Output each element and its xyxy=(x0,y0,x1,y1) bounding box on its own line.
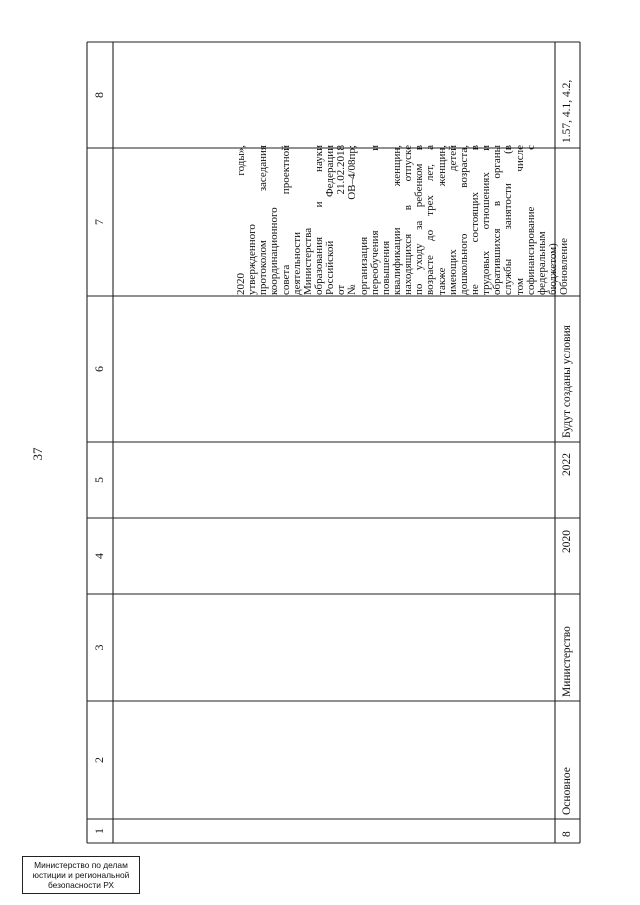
stamp-line: юстиции и региональной xyxy=(32,870,130,880)
description-line: также женщин, xyxy=(435,145,448,295)
header-col-3: 3 xyxy=(92,644,106,651)
cell-indicators: 1.57, 4.1, 4.2, xyxy=(561,79,573,143)
description-line: утвержденного xyxy=(246,224,259,295)
header-col-6: 6 xyxy=(92,366,106,372)
description-line: том числе xyxy=(513,145,526,295)
description-line: Министерства xyxy=(301,227,314,295)
description-line: обратившихся в органы xyxy=(491,145,504,295)
description-line: федеральным xyxy=(535,231,548,295)
description-line: повышения xyxy=(379,240,392,295)
description-line: от 21.02.2018 xyxy=(335,145,348,295)
description-line: возрасте до трех лет, а xyxy=(424,145,437,295)
description-line: образования и науки xyxy=(312,145,325,295)
description-line: по уходу за ребенком в xyxy=(413,145,426,295)
header-col-4: 4 xyxy=(92,553,106,559)
description-line: переобучения и xyxy=(368,145,381,295)
description-line: квалификации женщин, xyxy=(390,145,403,295)
cell-result: Будут созданы условия xyxy=(561,325,573,438)
registration-stamp xyxy=(22,856,140,894)
header-col-2: 2 xyxy=(92,757,106,763)
description-line: протоколом заседания xyxy=(257,145,270,295)
description-line: организация xyxy=(357,236,370,295)
cell-responsible: Министерство xyxy=(561,626,573,697)
cell-description xyxy=(236,145,570,295)
header-col-8: 8 xyxy=(92,92,106,98)
stamp-line: безопасности РХ xyxy=(47,880,115,890)
cell-end-year: 2022 xyxy=(561,453,573,476)
cell-start-year: 2020 xyxy=(561,530,573,553)
description-line: имеющих детей xyxy=(446,145,459,295)
description-line: координационного xyxy=(268,207,281,295)
cell-type: Основное xyxy=(561,767,573,815)
header-col-5: 5 xyxy=(92,477,106,483)
description-line: совета проектной xyxy=(279,145,292,295)
description-line: Российской Федерации xyxy=(324,145,337,295)
description-line: Обновление xyxy=(558,237,571,295)
description-line: трудовых отношениях и xyxy=(480,145,493,295)
description-line: не состоящих в xyxy=(468,145,481,295)
description-line: деятельности xyxy=(290,232,303,295)
header-col-1: 1 xyxy=(92,828,106,834)
header-col-7: 7 xyxy=(92,219,106,225)
description-line: 2020 годы», xyxy=(235,145,247,295)
page-number: 37 xyxy=(30,447,45,461)
description-line: бюджетом) xyxy=(546,243,559,295)
description-line: дошкольного возраста, xyxy=(457,145,470,295)
description-line: № ОВ–4/08пр; xyxy=(346,145,359,295)
row-number: 8 xyxy=(561,831,573,837)
description-line: службы занятости (в xyxy=(502,145,515,295)
description-line: находящихся в отпуске xyxy=(402,145,415,295)
description-line: софинансирование с xyxy=(524,145,537,295)
stamp-line: Министерство по делам xyxy=(34,860,128,870)
